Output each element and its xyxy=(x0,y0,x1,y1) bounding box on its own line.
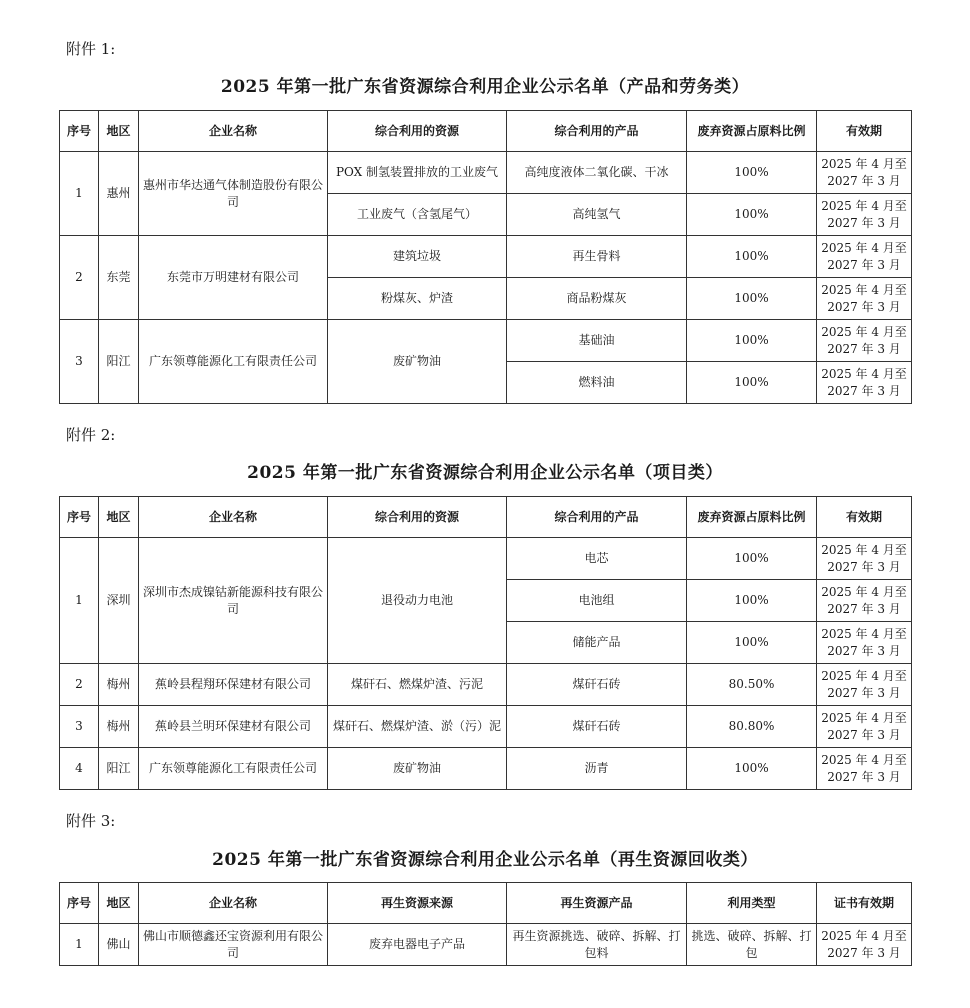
cell-ratio: 100% xyxy=(687,320,817,362)
attachment-2-table xyxy=(59,496,912,790)
cell-company: 蕉岭县兰明环保建材有限公司 xyxy=(139,706,328,748)
cell-company: 蕉岭县程翔环保建材有限公司 xyxy=(139,664,328,706)
attachment-3-table xyxy=(59,882,912,966)
cell-resource: 废矿物油 xyxy=(328,748,507,790)
cell-region: 梅州 xyxy=(99,706,139,748)
cell-region: 深圳 xyxy=(99,538,139,664)
header-region: 地区 xyxy=(99,883,139,924)
cell-source: 废弃电器电子产品 xyxy=(328,924,507,966)
cell-region: 阳江 xyxy=(99,320,139,404)
header-company: 企业名称 xyxy=(139,497,328,538)
cell-ratio: 100% xyxy=(687,362,817,404)
cell-product: 再生骨料 xyxy=(507,236,687,278)
header-source: 再生资源来源 xyxy=(328,883,507,924)
table-header-row xyxy=(60,111,912,152)
cell-ratio: 100% xyxy=(687,236,817,278)
attachment-3-label: 附件 3: xyxy=(66,812,116,830)
cell-seq: 2 xyxy=(60,236,99,320)
cell-product: 沥青 xyxy=(507,748,687,790)
cell-seq: 1 xyxy=(60,538,99,664)
cell-validity: 2025 年 4 月至 2027 年 3 月 xyxy=(817,278,912,320)
cell-validity: 2025 年 4 月至 2027 年 3 月 xyxy=(817,748,912,790)
cell-region: 东莞 xyxy=(99,236,139,320)
cell-ratio: 100% xyxy=(687,194,817,236)
header-region: 地区 xyxy=(99,497,139,538)
cell-ratio: 100% xyxy=(687,538,817,580)
table-row xyxy=(60,236,912,278)
cell-product: 储能产品 xyxy=(507,622,687,664)
cell-company: 东莞市万明建材有限公司 xyxy=(139,236,328,320)
cell-resource: 煤矸石、燃煤炉渣、污泥 xyxy=(328,664,507,706)
cell-seq: 3 xyxy=(60,706,99,748)
table-row xyxy=(60,664,912,706)
cell-resource: 粉煤灰、炉渣 xyxy=(328,278,507,320)
attachment-1-title: 2025 年第一批广东省资源综合利用企业公示名单（产品和劳务类） xyxy=(220,77,750,97)
cell-validity: 2025 年 4 月至 2027 年 3 月 xyxy=(817,236,912,278)
cell-product: 高纯度液体二氧化碳、干冰 xyxy=(507,152,687,194)
cell-product: 电芯 xyxy=(507,538,687,580)
cell-product: 电池组 xyxy=(507,580,687,622)
cell-product: 高纯氢气 xyxy=(507,194,687,236)
header-validity: 有效期 xyxy=(817,497,912,538)
attachment-3-title: 2025 年第一批广东省资源综合利用企业公示名单（再生资源回收类） xyxy=(212,850,758,870)
cell-seq: 2 xyxy=(60,664,99,706)
header-seq: 序号 xyxy=(60,883,99,924)
cell-seq: 4 xyxy=(60,748,99,790)
cell-company: 惠州市华达通气体制造股份有限公司 xyxy=(139,152,328,236)
cell-product: 基础油 xyxy=(507,320,687,362)
header-validity: 证书有效期 xyxy=(817,883,912,924)
cell-resource: 废矿物油 xyxy=(328,320,507,404)
cell-ratio: 80.50% xyxy=(687,664,817,706)
cell-validity: 2025 年 4 月至 2027 年 3 月 xyxy=(817,580,912,622)
cell-resource: 退役动力电池 xyxy=(328,538,507,664)
cell-ratio: 80.80% xyxy=(687,706,817,748)
header-product: 再生资源产品 xyxy=(507,883,687,924)
table-row xyxy=(60,320,912,362)
header-company: 企业名称 xyxy=(139,883,328,924)
cell-validity: 2025 年 4 月至 2027 年 3 月 xyxy=(817,706,912,748)
cell-ratio: 100% xyxy=(687,622,817,664)
cell-ratio: 100% xyxy=(687,152,817,194)
cell-validity: 2025 年 4 月至 2027 年 3 月 xyxy=(817,362,912,404)
cell-validity: 2025 年 4 月至 2027 年 3 月 xyxy=(817,194,912,236)
attachment-2-label: 附件 2: xyxy=(66,426,116,444)
cell-resource: 工业废气（含氢尾气） xyxy=(328,194,507,236)
cell-company: 深圳市杰成镍钴新能源科技有限公司 xyxy=(139,538,328,664)
attachment-1-label: 附件 1: xyxy=(66,40,116,58)
cell-seq: 3 xyxy=(60,320,99,404)
cell-region: 阳江 xyxy=(99,748,139,790)
header-region: 地区 xyxy=(99,111,139,152)
table-row xyxy=(60,748,912,790)
header-seq: 序号 xyxy=(60,111,99,152)
cell-type: 挑选、破碎、拆解、打包 xyxy=(687,924,817,966)
header-validity: 有效期 xyxy=(817,111,912,152)
cell-validity: 2025 年 4 月至 2027 年 3 月 xyxy=(817,320,912,362)
cell-ratio: 100% xyxy=(687,580,817,622)
table-header-row xyxy=(60,497,912,538)
header-resource: 综合利用的资源 xyxy=(328,497,507,538)
cell-product: 燃料油 xyxy=(507,362,687,404)
cell-region: 惠州 xyxy=(99,152,139,236)
table-row xyxy=(60,924,912,966)
cell-product: 煤矸石砖 xyxy=(507,706,687,748)
table-row xyxy=(60,706,912,748)
table-header-row xyxy=(60,883,912,924)
cell-company: 广东领尊能源化工有限责任公司 xyxy=(139,320,328,404)
cell-region: 佛山 xyxy=(99,924,139,966)
header-ratio: 废弃资源占原料比例 xyxy=(687,111,817,152)
header-product: 综合利用的产品 xyxy=(507,111,687,152)
cell-resource: POX 制氢装置排放的工业废气 xyxy=(328,152,507,194)
cell-product: 煤矸石砖 xyxy=(507,664,687,706)
cell-validity: 2025 年 4 月至 2027 年 3 月 xyxy=(817,152,912,194)
attachment-2-title: 2025 年第一批广东省资源综合利用企业公示名单（项目类） xyxy=(247,463,723,483)
cell-region: 梅州 xyxy=(99,664,139,706)
header-ratio: 废弃资源占原料比例 xyxy=(687,497,817,538)
cell-validity: 2025 年 4 月至 2027 年 3 月 xyxy=(817,622,912,664)
cell-resource: 建筑垃圾 xyxy=(328,236,507,278)
table-row xyxy=(60,538,912,580)
cell-seq: 1 xyxy=(60,924,99,966)
cell-validity: 2025 年 4 月至 2027 年 3 月 xyxy=(817,538,912,580)
cell-company: 佛山市顺德鑫还宝资源利用有限公司 xyxy=(139,924,328,966)
header-resource: 综合利用的资源 xyxy=(328,111,507,152)
cell-seq: 1 xyxy=(60,152,99,236)
cell-product: 再生资源挑选、破碎、拆解、打包料 xyxy=(507,924,687,966)
cell-validity: 2025 年 4 月至 2027 年 3 月 xyxy=(817,664,912,706)
cell-ratio: 100% xyxy=(687,748,817,790)
cell-ratio: 100% xyxy=(687,278,817,320)
cell-validity: 2025 年 4 月至 2027 年 3 月 xyxy=(817,924,912,966)
cell-resource: 煤矸石、燃煤炉渣、淤（污）泥 xyxy=(328,706,507,748)
cell-product: 商品粉煤灰 xyxy=(507,278,687,320)
header-company: 企业名称 xyxy=(139,111,328,152)
attachment-1-table xyxy=(59,110,912,404)
table-row xyxy=(60,152,912,194)
cell-company: 广东领尊能源化工有限责任公司 xyxy=(139,748,328,790)
header-seq: 序号 xyxy=(60,497,99,538)
header-product: 综合利用的产品 xyxy=(507,497,687,538)
header-type: 利用类型 xyxy=(687,883,817,924)
